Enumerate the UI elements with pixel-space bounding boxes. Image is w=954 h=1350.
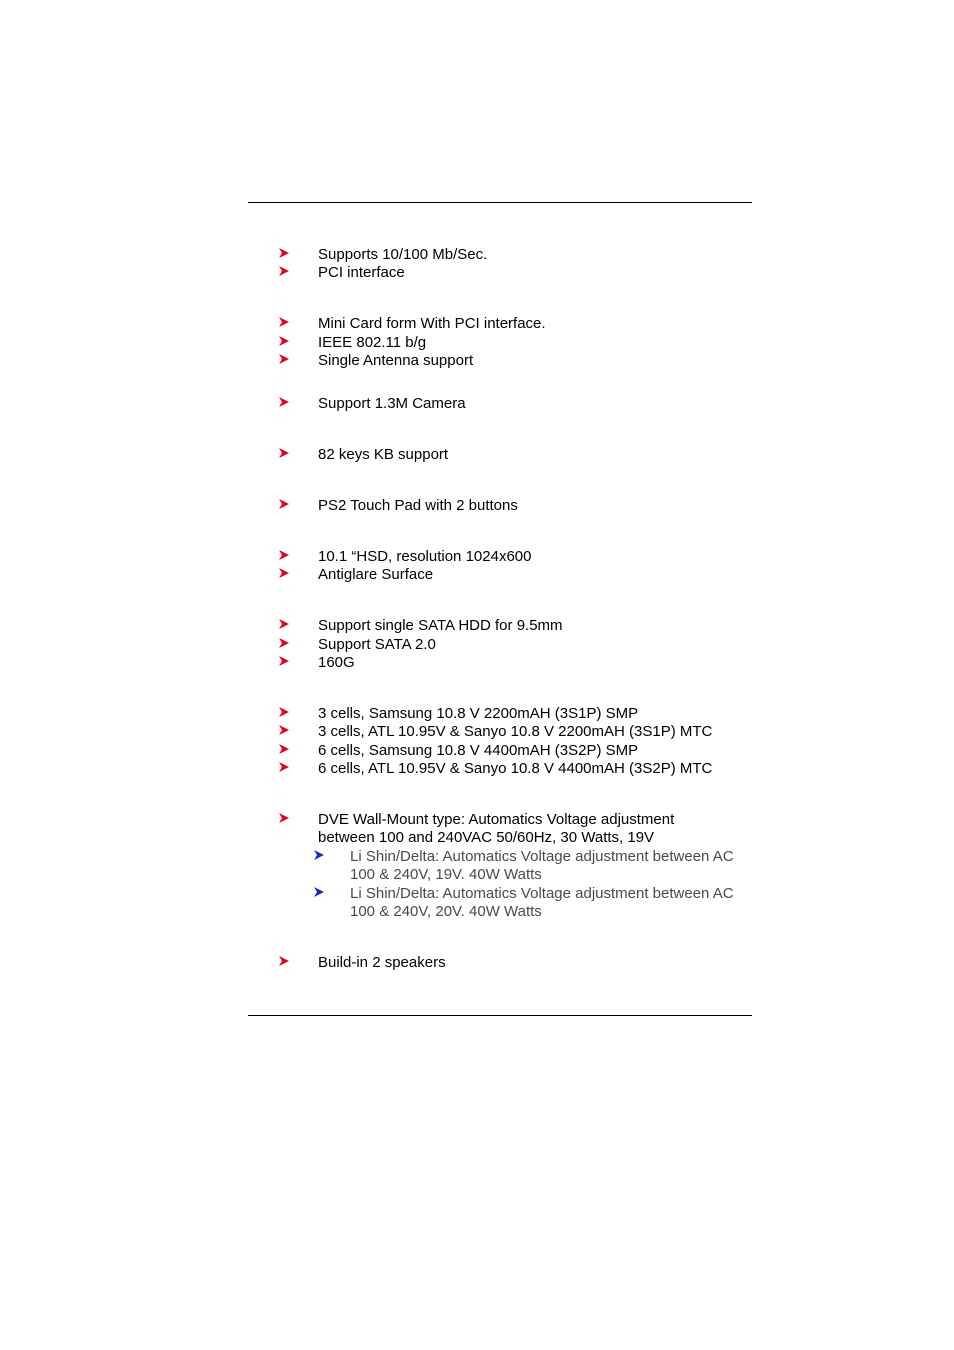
arrowhead-bullet-icon bbox=[278, 566, 292, 584]
arrowhead-bullet-icon bbox=[278, 742, 292, 760]
arrowhead-bullet-icon bbox=[278, 352, 292, 370]
header-rule bbox=[248, 202, 752, 203]
arrowhead-bullet-icon bbox=[278, 723, 292, 741]
arrowhead-bullet-icon bbox=[278, 811, 292, 829]
arrowhead-bullet-icon bbox=[278, 636, 292, 654]
arrowhead-bullet-icon bbox=[278, 705, 292, 723]
arrowhead-bullet-icon bbox=[278, 654, 292, 672]
arrowhead-bullet-icon bbox=[278, 760, 292, 778]
arrowhead-bullet-icon bbox=[278, 497, 292, 515]
arrowhead-bullet-icon bbox=[278, 954, 292, 972]
arrowhead-bullet-icon bbox=[278, 446, 292, 464]
arrowhead-bullet-icon bbox=[278, 395, 292, 413]
arrowhead-bullet-icon bbox=[278, 246, 292, 264]
arrowhead-bullet-icon bbox=[313, 848, 327, 866]
arrowhead-bullet-icon bbox=[278, 617, 292, 635]
arrowhead-bullet-icon bbox=[278, 548, 292, 566]
arrowhead-bullet-icon bbox=[278, 264, 292, 282]
arrowhead-bullet-icon bbox=[313, 885, 327, 903]
footer-rule bbox=[248, 1015, 752, 1016]
arrowhead-bullet-icon bbox=[278, 315, 292, 333]
arrowhead-bullet-icon bbox=[278, 334, 292, 352]
